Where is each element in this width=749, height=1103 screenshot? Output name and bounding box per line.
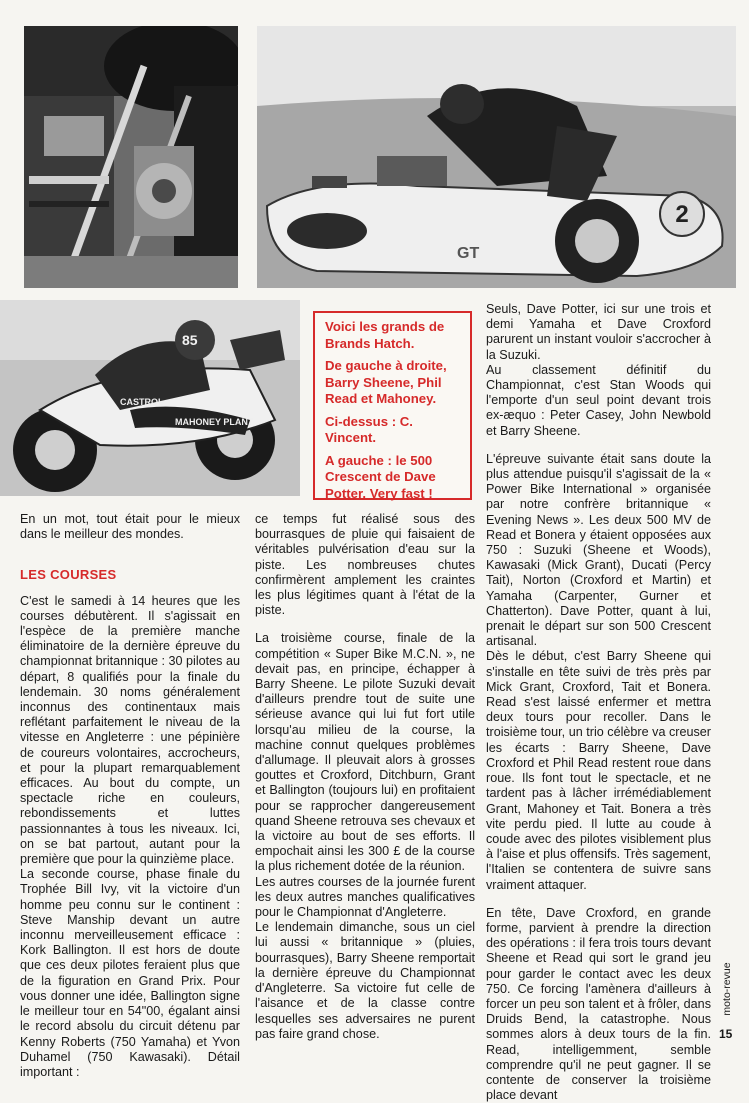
paragraph: Les autres courses de la journée furent les deux autres manches qualificatives pour le Championnat d'Angleterre. (255, 874, 475, 920)
photo-caption-box (313, 311, 472, 500)
text-column-left (20, 512, 240, 1080)
engine-photo-image (24, 26, 238, 288)
paragraph: C'est le samedi à 14 heures que les courses débutèrent. Il s'agissait en l'espèce de la première manche éliminatoire de la dernière épreuve du championnat britannique : 30 pilotes au départ, 8 qualifiés pour la finale du lendemain. 30 noms généralement inconnus des continentaux mais reflétant parfaitement le niveau de la vitesse en Angleterre : une pépinière de coureurs volontaires, accrocheurs, et pour la plupart remarquablement efficaces. Au bout du compte, un spectacle riche en couleurs, rebondissements et luttes passionnantes à tous les niveaux. Ici, on se bat partout, autant pour la première que pour la quinzième place. (20, 593, 240, 867)
engine-photo (24, 26, 238, 288)
paragraph: L'épreuve suivante était sans doute la plus attendue puisqu'il s'agissait de la « Power Bike International » organisée par notre confrère britannique « Evening News ». Les deux 500 MV de Read et Bonera y étaient opposées aux 750 : Suzuki (Sheene et Woods), Kawasaki (Mick Grant), Ducati (Percy Tait), Norton (Croxford et Martin) et Yamaha (Carpenter, Gurner et Chatterton). Dave Potter, quant à lui, prenait le départ sur son 500 Crescent artisanal. (486, 451, 711, 649)
rider-photo (0, 300, 300, 496)
leathers-brand-text: CASTROL (120, 397, 164, 407)
sidecar-photo-image (257, 26, 736, 288)
paragraph: La troisième course, finale de la compétition « Super Bike M.C.N. », ne devait pas, en principe, échapper à Barry Sheene. Le pilote Suzuki devait d'ailleurs prendre tout de suite une sérieuse avance qui lui fut fort utile lorsqu'au milieu de la course, la machine connut quelques problèmes d'allumage. Il pleuvait alors à grosses gouttes et Croxford, Ditchburn, Grant et Ballington (toujours lui) en profitaient pour se rapprocher dangereusement quand Sheene retrouva ses chevaux et la victoire au bout de ses efforts. Il empochait ainsi les 300 £ de la course la plus richement dotée de la réunion. (255, 631, 475, 874)
text-column-middle (255, 512, 475, 1042)
fairing-sponsor-text: MAHONEY PLANT (175, 417, 254, 427)
section-title: LES COURSES (20, 567, 117, 583)
svg-text:GT: GT (457, 245, 480, 262)
caption-left: A gauche : le 500 Crescent de Dave Potter. Very fast ! (325, 452, 436, 501)
paragraph: Seuls, Dave Potter, ici sur une trois et demi Yamaha et Dave Croxford parurent un instant vouloir s'accrocher à la Suzuki. (486, 302, 711, 362)
paragraph: Le lendemain dimanche, sous un ciel lui aussi « britannique » (pluies, bourrasques), Barry Sheene remportait la dernière épreuve du Championnat d'Angleterre. Sa victoire fut celle de l'aisance et de la classe contre lesquelles ses adversaires ne purent pas faire grand chose. (255, 920, 475, 1041)
caption-intro: Voici les grands de Brands Hatch. (325, 319, 445, 351)
caption-names: De gauche à droite, Barry Sheene, Phil Read et Mahoney. (325, 358, 447, 406)
rider-race-number: 85 (182, 332, 198, 348)
sidecar-race-number: 2 (675, 201, 689, 228)
paragraph: En un mot, tout était pour le mieux dans le meilleur des mondes. (20, 512, 240, 542)
paragraph: En tête, Dave Croxford, en grande forme, parvient à prendre la direction des opérations : il fera trois tours devant Sheene et Read qui sort le grand jeu pour garder le contact avec les deux 750. Ce forcing l'amènera d'ailleurs à forcer un peu son talent et à frôler, dans Druids Bend, la catastrophe. Nous sommes alors à deux tours de la fin. Read, intelligemment, semble comprendre qu'il ne peut gagner. Il se contente de conserver la troisième place devant (486, 905, 711, 1103)
text-column-right (486, 302, 711, 1103)
paragraph: Au classement définitif du Championnat, c'est Stan Woods qui l'emporte d'un seul point devant trois ex-æquo : Peter Casey, John Newbold et Barry Sheene. (486, 362, 711, 438)
paragraph: Dès le début, c'est Barry Sheene qui s'installe en tête suivi de très près par Mick Grant, Croxford, Tait et Bonera. Read s'est laissé enfermer et mettra deux tours pour recoller. Dans le troisième tour, un trio célèbre va creuser les écarts : Barry Sheene, Dave Croxford et Phil Read restent roue dans roue. Ils font tout le spectacle, et ne tardent pas à lâcher irrémédiablement Grant, Mahoney et Tait. Bonera a très vite perdu pied. Il lutte au coude à coude avec des pilotes visiblement plus à l'aise et plus offensifs. Très sagement, l'Italien se contentera de suivre sans vraiment attaquer. (486, 649, 711, 892)
page-number: 15 (719, 1027, 733, 1041)
sidecar-photo (257, 26, 736, 288)
rider-photo-image (0, 300, 300, 496)
caption-above: Ci-dessus : C. Vincent. (325, 413, 413, 445)
paragraph: La seconde course, phase finale du Trophée Bill Ivy, vit la victoire d'un homme peu connu sur le continent : Steve Manship devant un autre inconnu merveilleusement efficace : Kork Ballington. Il est hors de doute que ces deux pilotes feraient plus que de la figuration en Grand Prix. Pour vous donner une idée, Ballington signe le meilleur tour en 54"00, égalant ainsi le record absolu du circuit détenu par Kenny Roberts (750 Yamaha) et Yvon Duhamel (750 Kawasaki). Détail important : (20, 867, 240, 1079)
magazine-name: moto-revue (721, 962, 733, 1016)
paragraph: ce temps fut réalisé sous des bourrasques de pluie qui faisaient de véritables pulvérisation d'eau sur la piste. Les nombreuses chutes confirmèrent amplement les craintes les plus légitimes quant à l'état de la piste. (255, 512, 475, 618)
